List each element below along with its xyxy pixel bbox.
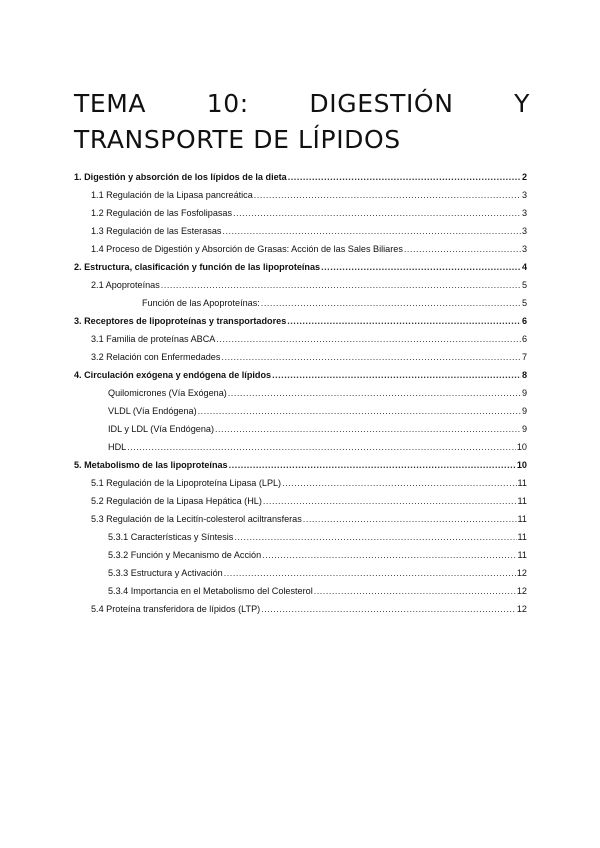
toc-entry-title: 5.4 Proteína transferidora de lípidos (LTP) — [91, 604, 261, 614]
toc-entry[interactable] — [74, 309, 527, 327]
toc-entry-title: Quilomicrones (Vía Exógena) — [108, 388, 227, 398]
toc-entry[interactable] — [74, 255, 527, 273]
toc-entry-page-number: 4 — [521, 262, 527, 272]
toc-entry-title: 5.1 Regulación de la Lipoproteína Lipasa (LPL) — [91, 478, 282, 488]
toc-entry[interactable] — [74, 327, 527, 345]
toc-dot-leader — [261, 297, 521, 309]
toc-entry[interactable] — [74, 507, 527, 525]
toc-entry[interactable] — [74, 471, 527, 489]
table-of-contents — [74, 165, 527, 615]
toc-dot-leader — [287, 315, 521, 327]
toc-entry-title: VLDL (Vía Endógena) — [108, 406, 197, 416]
toc-entry-title: 5.3.3 Estructura y Activación — [108, 568, 223, 578]
toc-entry-title: 3.1 Familia de proteínas ABCA — [91, 334, 216, 344]
toc-dot-leader — [282, 477, 516, 489]
toc-entry[interactable] — [74, 381, 527, 399]
toc-entry-page-number: 11 — [517, 478, 527, 488]
toc-entry-title: 1.2 Regulación de las Fosfolipasas — [91, 208, 233, 218]
toc-entry-title: 3.2 Relación con Enfermedades — [91, 352, 221, 362]
toc-entry-title: 1. Digestión y absorción de los lípidos de la dieta — [74, 172, 287, 182]
toc-entry-page-number: 10 — [516, 460, 527, 470]
toc-entry-title: 5.2 Regulación de la Lipasa Hepática (HL) — [91, 496, 262, 506]
toc-entry-page-number: 12 — [516, 604, 527, 614]
toc-entry[interactable] — [74, 435, 527, 453]
toc-entry-title: 4. Circulación exógena y endógena de lípidos — [74, 370, 272, 380]
toc-entry-page-number: 5 — [521, 280, 527, 290]
toc-entry-title: HDL — [108, 442, 127, 452]
toc-entry[interactable] — [74, 543, 527, 561]
toc-dot-leader — [263, 495, 517, 507]
toc-entry-page-number: 11 — [517, 514, 527, 524]
toc-entry[interactable] — [74, 219, 527, 237]
toc-entry[interactable] — [74, 579, 527, 597]
toc-dot-leader — [288, 171, 521, 183]
toc-entry-page-number: 3 — [521, 208, 527, 218]
toc-entry-title: Función de las Apoproteínas: — [142, 298, 260, 308]
toc-entry-page-number: 2 — [521, 172, 527, 182]
toc-entry-page-number: 9 — [521, 424, 527, 434]
toc-dot-leader — [254, 189, 521, 201]
toc-entry-page-number: 3 — [521, 244, 527, 254]
toc-entry[interactable] — [74, 489, 527, 507]
toc-entry[interactable] — [74, 597, 527, 615]
toc-entry-title: 5.3 Regulación de la Lecitín-colesterol aciltransferas — [91, 514, 302, 524]
toc-dot-leader — [233, 207, 521, 219]
toc-dot-leader — [262, 549, 516, 561]
toc-entry-title: 2. Estructura, clasificación y función de las lipoproteínas — [74, 262, 321, 272]
toc-dot-leader — [314, 585, 516, 597]
toc-entry-page-number: 3 — [521, 190, 527, 200]
toc-dot-leader — [229, 459, 516, 471]
toc-entry-page-number: 7 — [521, 352, 527, 362]
toc-dot-leader — [198, 405, 521, 417]
toc-entry-page-number: 9 — [521, 388, 527, 398]
toc-entry-title: IDL y LDL (Vía Endógena) — [108, 424, 214, 434]
toc-entry-page-number: 11 — [517, 496, 527, 506]
toc-entry-title: 2.1 Apoproteínas — [91, 280, 160, 290]
toc-entry[interactable] — [74, 453, 527, 471]
toc-entry-page-number: 10 — [516, 442, 527, 452]
toc-dot-leader — [127, 441, 516, 453]
toc-dot-leader — [222, 225, 521, 237]
toc-dot-leader — [215, 423, 521, 435]
toc-entry[interactable] — [74, 237, 527, 255]
toc-entry-page-number: 8 — [521, 370, 527, 380]
toc-dot-leader — [221, 351, 521, 363]
toc-entry-page-number: 12 — [516, 586, 527, 596]
toc-entry-title: 1.1 Regulación de la Lipasa pancreática — [91, 190, 253, 200]
toc-entry[interactable] — [74, 525, 527, 543]
toc-entry-title: 1.3 Regulación de las Esterasas — [91, 226, 222, 236]
toc-entry-page-number: 3 — [521, 226, 527, 236]
toc-entry[interactable] — [74, 291, 527, 309]
toc-dot-leader — [224, 567, 516, 579]
document-title: TEMA 10: DIGESTIÓN Y TRANSPORTE DE LÍPIDOS — [74, 89, 530, 154]
toc-dot-leader — [234, 531, 516, 543]
toc-dot-leader — [216, 333, 521, 345]
toc-entry-page-number: 5 — [521, 298, 527, 308]
toc-entry[interactable] — [74, 561, 527, 579]
toc-entry-title: 5.3.2 Función y Mecanismo de Acción — [108, 550, 262, 560]
toc-entry[interactable] — [74, 345, 527, 363]
toc-entry[interactable] — [74, 201, 527, 219]
toc-entry-title: 1.4 Proceso de Digestión y Absorción de Grasas: Acción de las Sales Biliares — [91, 244, 403, 254]
toc-entry[interactable] — [74, 165, 527, 183]
toc-dot-leader — [321, 261, 521, 273]
toc-entry[interactable] — [74, 417, 527, 435]
toc-dot-leader — [161, 279, 521, 291]
toc-entry-title: 5. Metabolismo de las lipoproteínas — [74, 460, 228, 470]
toc-entry-page-number: 6 — [521, 334, 527, 344]
toc-dot-leader — [404, 243, 521, 255]
toc-dot-leader — [228, 387, 521, 399]
toc-dot-leader — [272, 369, 521, 381]
toc-entry[interactable] — [74, 363, 527, 381]
toc-dot-leader — [261, 603, 516, 615]
toc-entry-title: 5.3.1 Características y Síntesis — [108, 532, 234, 542]
toc-entry[interactable] — [74, 273, 527, 291]
toc-entry[interactable] — [74, 399, 527, 417]
toc-entry-page-number: 11 — [517, 532, 527, 542]
toc-entry[interactable] — [74, 183, 527, 201]
toc-entry-title: 5.3.4 Importancia en el Metabolismo del Colesterol — [108, 586, 313, 596]
toc-dot-leader — [303, 513, 517, 525]
toc-entry-title: 3. Receptores de lipoproteínas y transportadores — [74, 316, 287, 326]
toc-entry-page-number: 9 — [521, 406, 527, 416]
toc-entry-page-number: 12 — [516, 568, 527, 578]
toc-entry-page-number: 11 — [517, 550, 527, 560]
toc-entry-page-number: 6 — [521, 316, 527, 326]
